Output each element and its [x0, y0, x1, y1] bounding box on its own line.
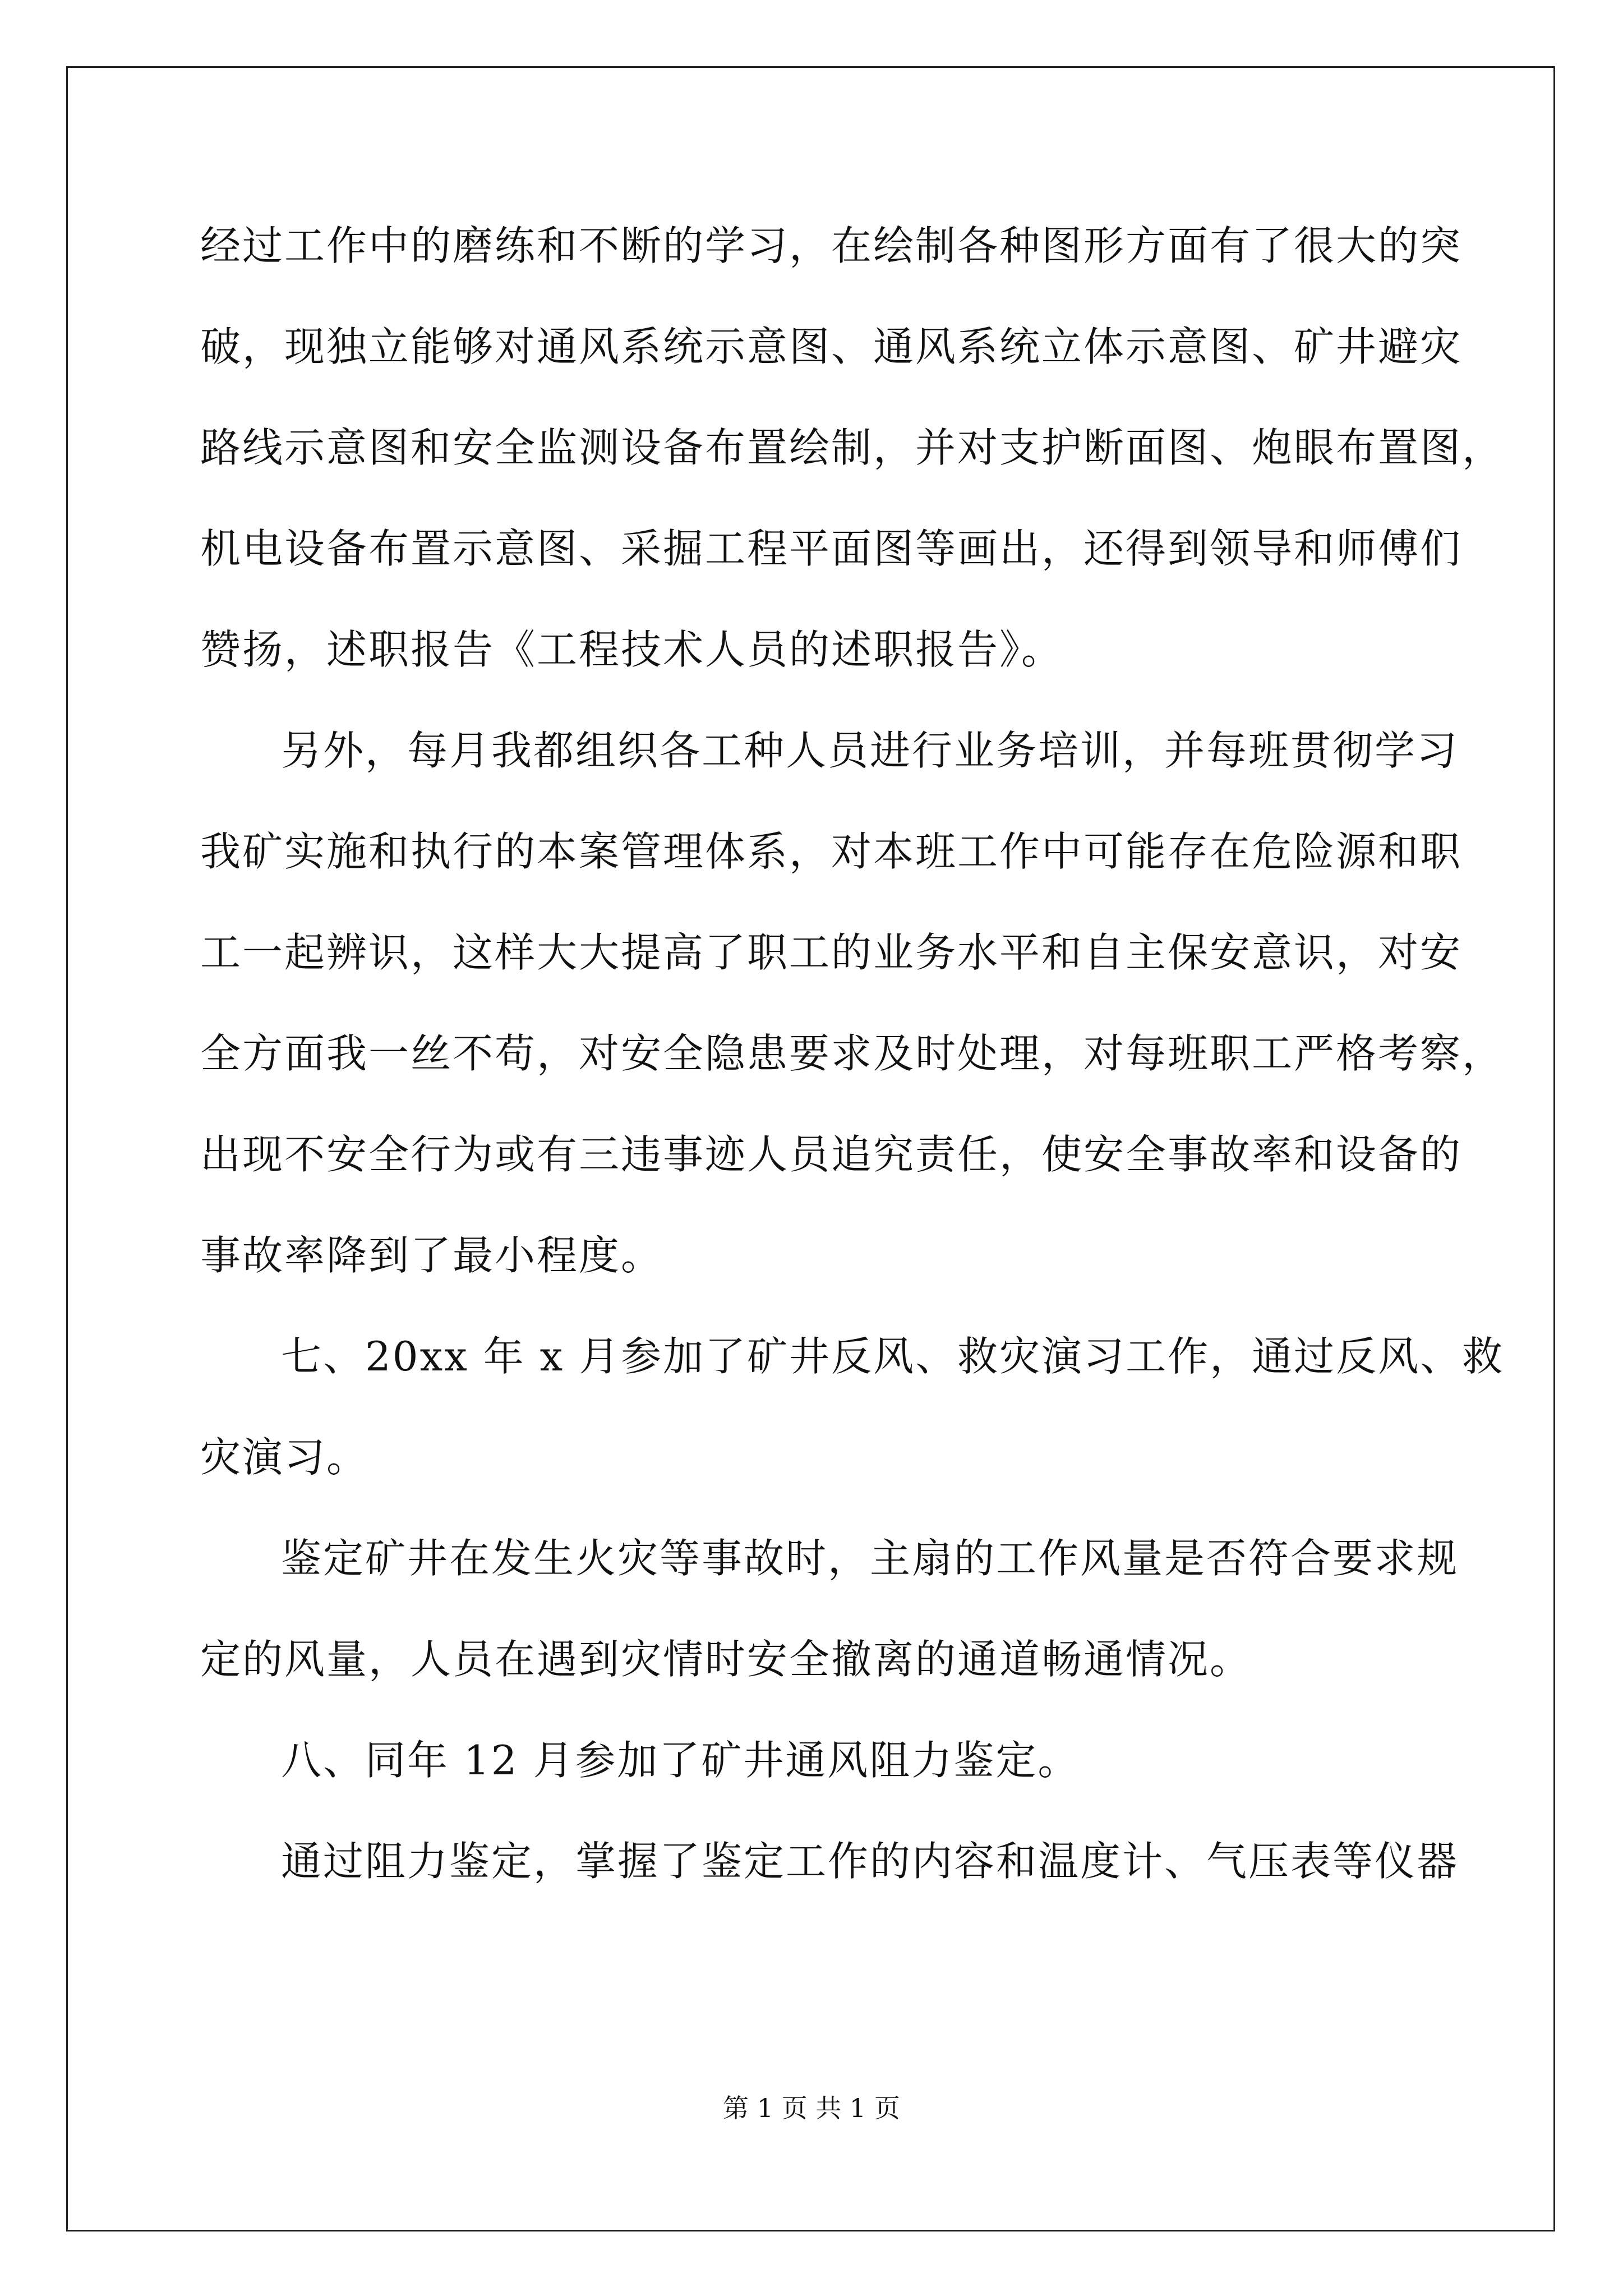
text-line: 事故率降到了最小程度。: [200, 1232, 663, 1279]
paragraph-start-line: 另外，每月我都组织各工种人员进行业务培训，并每班贯彻学习: [281, 727, 1459, 774]
document-body: [200, 218, 1505, 1934]
text-line: 机电设备布置示意图、采掘工程平面图等画出，还得到领导和师傅们: [200, 525, 1463, 572]
text-line: 出现不安全行为或有三违事迹人员追究责任，使安全事故率和设备的: [200, 1131, 1463, 1178]
paragraph-start-line: 鉴定矿井在发生火灾等事故时，主扇的工作风量是否符合要求规: [281, 1535, 1459, 1582]
paragraph-start-line: 八、同年 12 月参加了矿井通风阻力鉴定。: [281, 1737, 1080, 1784]
page-footer: 第 1 页 共 1 页: [723, 2093, 900, 2123]
text-line: 路线示意图和安全监测设备布置绘制，并对支护断面图、炮眼布置图，: [200, 424, 1505, 471]
paragraph-start-line: 七、20xx 年 x 月参加了矿井反风、救灾演习工作，通过反风、救: [281, 1333, 1505, 1380]
text-line: 全方面我一丝不苟，对安全隐患要求及时处理，对每班职工严格考察，: [200, 1030, 1505, 1077]
text-line: 定的风量，人员在遇到灾情时安全撤离的通道畅通情况。: [200, 1636, 1252, 1683]
text-line: 破，现独立能够对通风系统示意图、通风系统立体示意图、矿井避灾: [200, 323, 1463, 370]
paragraph-start-line: 通过阻力鉴定，掌握了鉴定工作的内容和温度计、气压表等仪器: [281, 1838, 1459, 1885]
text-line: 赞扬，述职报告《工程技术人员的述职报告》。: [200, 626, 1064, 673]
text-line: 灾演习。: [200, 1434, 369, 1481]
text-line: 我矿实施和执行的本案管理体系，对本班工作中可能存在危险源和职: [200, 828, 1463, 875]
text-line: 工一起辨识，这样大大提高了职工的业务水平和自主保安意识，对安: [200, 929, 1463, 976]
text-line: 经过工作中的磨练和不断的学习，在绘制各种图形方面有了很大的突: [200, 222, 1463, 269]
